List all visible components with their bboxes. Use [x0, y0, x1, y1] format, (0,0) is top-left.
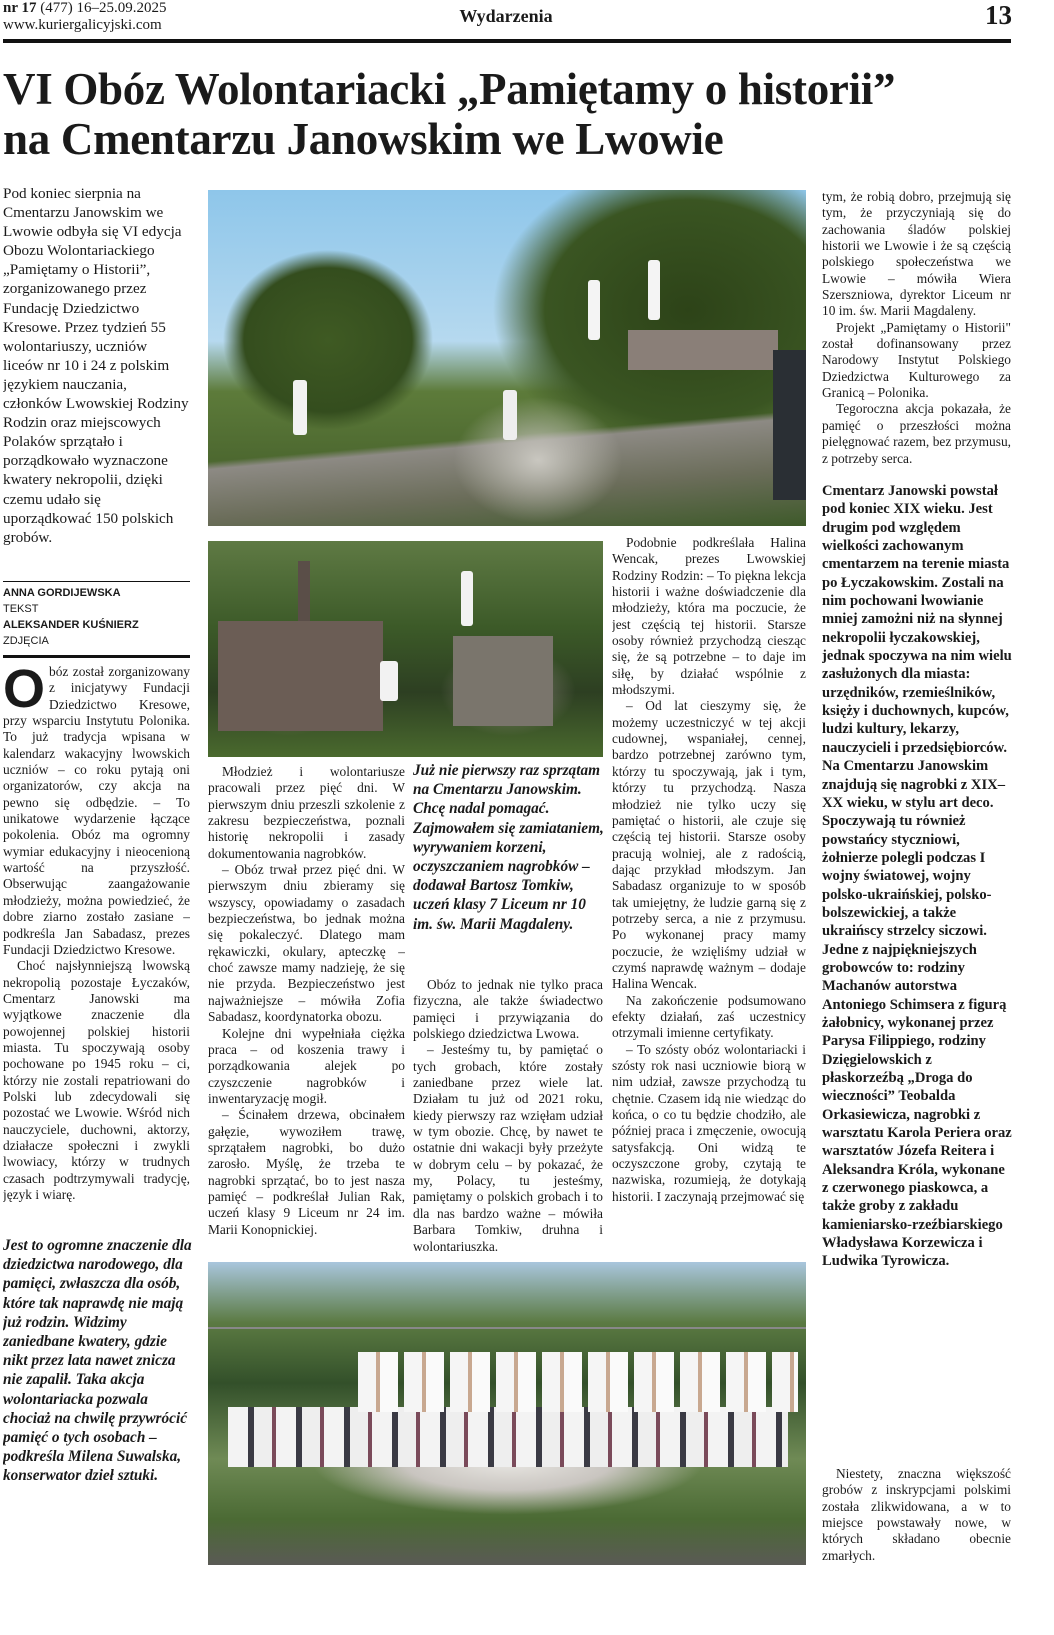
history-sidebar	[822, 482, 1014, 1457]
photographer-name: ALEKSANDER KUŚNIERZ	[3, 619, 139, 631]
person-figure	[588, 280, 600, 340]
cross-icon	[298, 561, 310, 621]
photo-group-of-volunteers	[208, 1262, 806, 1565]
header-rule	[3, 39, 1011, 43]
photo-volunteers-cleaning-cemetery	[208, 190, 806, 526]
sidebar-text: Cmentarz Janowski powstał pod koniec XIX wieku. Jest drugim pod względem wielkości zachowanym cmentarzem na terenie miasta po Łyczakowskim. Zostali na nim pochowani lwowianie mniej zamożni niż na słynnej nekropolii łyczakowskiej, jednak spoczywa na nim wielu zasłużonych dla miasta: urzędników, rzemieślników, księży i duchownych, kupców, ludzi kultury, lekarzy, nauczycieli i przedsiębiorców. Na Cmentarzu Janowskim znajdują się nagrobki z XIX–XX wieku, w stylu art deco. Spoczywają tu również powstańcy styczniowi, żołnierze polegli podczas I wojny światowej, wojny polsko-ukraińskiej, polsko-bolszewickiej, a także ukraińscy strzelcy siczowi. Jedne z najpiękniejszych grobowców to: rodziny Machanów autorstwa Antoniego Schimsera z figurą żałobnicy, wykonanej przez Parysa Filippiego, rodziny Dzięgielowskich z płaskorzeźbą „Droga do wieczności” Teobalda Orkasiewicza, nagrobki z warsztatu Karola Periera oraz warsztatów Józefa Reitera i Aleksandra Króla, wykonane z czerwonego piaskowca, a także groby z zakładu kamieniarsko-rzeźbiarskiego Władysława Korzewicza i Ludwika Tyrowicza.	[822, 483, 1012, 1270]
person-figure	[503, 390, 517, 440]
column-1	[3, 664, 190, 1230]
pull-quote-2	[413, 761, 608, 973]
article-title	[3, 64, 1013, 164]
title-line-2: na Cmentarzu Janowskim we Lwowie	[3, 114, 724, 164]
body-paragraph: Podobnie podkreślała Halina Wencak, prezes Lwowskiej Rodziny Rodzin: – To piękna lekcja historii i ważne doświadczenie dla młodzieży, która ma poczucie, że jest częścią tej historii. Starsze osoby również przychodzą ciesząc się, że są potrzebne – to daje im siłę, by działać wspólnie z młodszymi.	[612, 535, 806, 698]
photo-tombstones	[208, 541, 603, 757]
author-role: TEKST	[3, 603, 39, 615]
byline	[3, 581, 190, 658]
body-paragraph: Kolejne dni wypełniała ciężka praca – od koszenia trawy i porządkowania alejek po czyszczenie nagrobków i inwentaryzację mogił.	[208, 1025, 405, 1106]
lead-text: Pod koniec sierpnia na Cmentarzu Janowskim we Lwowie odbyła się VI edycja Obozu Wolontariackiego „Pamiętamy o Historii”, zorganizowanego przez Fundację Dziedzictwo Kresowe. Przez tydzień 55 wolontariuszy, uczniów liceów nr 10 i 24 z polskim językiem nauczania, członków Lwowskiej Rodziny Rodzin oraz miejscowych Polaków sprzątało i porządkowało wyznaczone kwatery nekropolii, dzięki czemu udało się uporządkować 150 polskich grobów.	[3, 185, 189, 546]
body-paragraph: – Ścinałem drzewa, obcinałem gałęzie, wywoziłem trawę, sprzątałem nagrobki, bo dużo zarosło. Myślę, że trzeba te nagrobki sprzątać, bo to jest nasza pamięć – podkreślał Julian Rak, uczeń klasy 9 Liceum nr 24 im. Marii Konopnickiej.	[208, 1107, 405, 1237]
group-people	[358, 1352, 798, 1412]
body-paragraph: Obóz to jednak nie tylko praca fizyczna, ale także świadectwo pamięci i przywiązania do polskiego dziedzictwa Lwowa.	[413, 977, 603, 1042]
pull-quote-text: Jest to ogromne znaczenie dla dziedzictwa narodowego, dla pamięci, zwłaszcza dla osób, które tak naprawdę nie mają już rodzin. Widzimy zaniedbane kwatery, gdzie nikt przez lata nawet znicza nie zapalił. Taka akcja wolontariacka pozwala chociaż na chwilę przywrócić pamięć o tych osobach – podkreśla Milena Suwalska, konserwator dzieł sztuki.	[3, 1237, 192, 1485]
body-paragraph: Choć najsłynniejszą lwowską nekropolią pozostaje Łyczaków, Cmentarz Janowski ma wyjątkowe znaczenie dla powojennej polskiej historii miasta. Tu spoczywają osoby pochowane po 1945 roku – ci, którzy nie zostali repatriowani do Polski lub zdecydowali się pozostać we Lwowie. Wśród nich nauczyciele, duchowni, aktorzy, działacze społeczni i zwykli lwowiacy, którzy w trudnych czasach podtrzymywali tradycję, język i wiarę.	[3, 958, 190, 1202]
tomb	[773, 350, 806, 500]
person-figure	[648, 260, 660, 320]
body-paragraph: Projekt „Pamiętamy o Historii" został dofinansowany przez Narodowy Instytut Polskiego Dziedzictwa Kulturowego za Granicą – Polonika.	[822, 319, 1011, 401]
issue-dates: (477) 16–25.09.2025	[36, 0, 167, 16]
body-paragraph: tym, że robią dobro, przejmują się tym, że przyczyniają się do zachowania śladów polskiej historii we Lwowie i że są częścią polskiego społeczeństwa we Lwowie – mówiła Wiera Szerszniowa, dyrektor Liceum nr 10 im. św. Marii Magdaleny.	[822, 189, 1011, 319]
cemetery-wall	[208, 1327, 806, 1329]
tomb	[218, 621, 383, 731]
tomb	[628, 330, 778, 370]
tomb	[453, 636, 553, 726]
body-paragraph: Tegoroczna akcja pokazała, że pamięć o przeszłości można pielęgnować razem, bez przymusu, z potrzeby serca.	[822, 401, 1011, 466]
body-paragraph: – Obóz trwał przez pięć dni. W pierwszym dniu zbieramy się wszyscy, opowiadamy o zasadach bezpieczeństwa, bo jednak można się pokaleczyć. Dlatego mam rękawiczki, okulary, apteczkę – choć zawsze mamy nadzieję, że się nie przyda. Bezpieczeństwo jest najważniejsze – mówiła Zofia Sabadasz, koordynatorka obozu.	[208, 862, 405, 1025]
group-people	[228, 1407, 788, 1467]
person-figure	[380, 661, 398, 701]
photographer-role: ZDJĘCIA	[3, 635, 49, 647]
body-paragraph: Na zakończenie podsumowano efekty działań, zaś uczestnicy otrzymali imienne certyfikaty.	[612, 992, 806, 1041]
body-paragraph: – To szósty obóz wolontariacki i szósty rok nasi uczniowie biorą w nim udział, zawsze przychodzą tu chętnie. Czasem idą nie wiedząc do końca, o co tu będzie chodziło, ale później praca i zmęczenie, owocują satysfakcją. Oni widzą te oczyszczone groby, czytają te nazwiska, rozumieją, że dotykają historii. I zaczynają przejmować się	[612, 1041, 806, 1204]
body-paragraph: Młodzież i wolontariusze pracowali przez pięć dni. W pierwszym dniu przeszli szkolenie z zakresu bezpieczeństwa, poznali historię nekropolii i zasady dokumentowania nagrobków.	[208, 764, 405, 861]
column-5	[822, 189, 1011, 471]
column-2	[208, 764, 405, 1258]
pull-quote-text: Już nie pierwszy raz sprzątam na Cmentarzu Janowskim. Chcę nadal pomagać. Zajmowałem się zamiataniem, wyrywaniem korzeni, oczyszczaniem nagrobków – dodawał Bartosz Tomkiw, uczeń klasy 7 Liceum nr 10 im. św. Marii Magdaleny.	[413, 762, 604, 933]
issue-number: nr 17	[3, 0, 37, 16]
section-name: Wydarzenia	[459, 6, 553, 26]
body-paragraph: – Jesteśmy tu, by pamiętać o tych grobach, które zostały zaniedbane przez wiele lat. Działam tu już od 2021 roku, kiedy pierwszy raz wzięłam udział w tym obozie. Chcę, by nawet te ostatnie dni wakacji były przeżyte w dobrym celu – by pokazać, że my, Polacy, tu jesteśmy, pamiętamy o polskich grobach i to dla nas bardzo ważne – mówiła Barbara Tomkiw, druhna i wolontariuszka.	[413, 1042, 603, 1254]
person-figure	[293, 380, 307, 435]
person-figure	[461, 571, 473, 626]
pull-quote-1	[3, 1236, 193, 1566]
page-number: 13	[985, 0, 1012, 30]
body-paragraph: Niestety, znaczna większość grobów z inskrypcjami polskimi została zlikwidowana, a w to miejsce powstawały nowe, w których składano obecnie zmarłych.	[822, 1466, 1011, 1563]
website-link[interactable]: www.kuriergalicyjski.com	[3, 17, 162, 33]
title-line-1: VI Obóz Wolontariacki „Pamiętamy o historii”	[3, 64, 896, 114]
closing-paragraph	[822, 1466, 1011, 1566]
body-paragraph: Obóz został zorganizowany z inicjatywy Fundacji Dziedzictwo Kresowe, przy wsparciu Instytutu Polonika. To już tradycja wpisana w kalendarz wakacyjny lwowskich uczniów – co roku pytają oni organizatorów, czy akcja na pewno się odbędzie. – To unikatowe wydarzenie łączące pokolenia. Obóz ma ogromny wymiar edukacyjny i nieocenioną wartość na przyszłość. Obserwując zaangażowanie młodzieży, można powiedzieć, że dobre ziarno zostało zasiane – podkreśla Jan Sabadasz, prezes Fundacji Dziedzictwo Kresowe.	[3, 664, 190, 957]
column-3	[413, 977, 603, 1258]
column-4	[612, 535, 806, 1258]
author-name: ANNA GORDIJEWSKA	[3, 587, 121, 599]
body-paragraph: – Od lat cieszymy się, że możemy uczestniczyć w tej akcji cudownej, wspaniałej, cennej, bardzo potrzebnej zarówno tym, którzy tu spoczywają, jak i tym, którzy tu przychodzą. Nasza młodzież nie tylko uczy się pamiętać o historii, ale czuje się częścią tej historii. Starsze osoby pracują wolniej, ale z radością, dając przykład młodszym. Jan Sabadasz organizuje to w sposób tak umiejętny, że ludzie garną się z potrzeby serca, a nie z przymusu. Po wykonanej pracy mamy poczucie, że wzięliśmy udział w czymś naprawdę ważnym – dodaje Halina Wencak.	[612, 698, 806, 992]
lead-paragraph	[3, 184, 189, 569]
